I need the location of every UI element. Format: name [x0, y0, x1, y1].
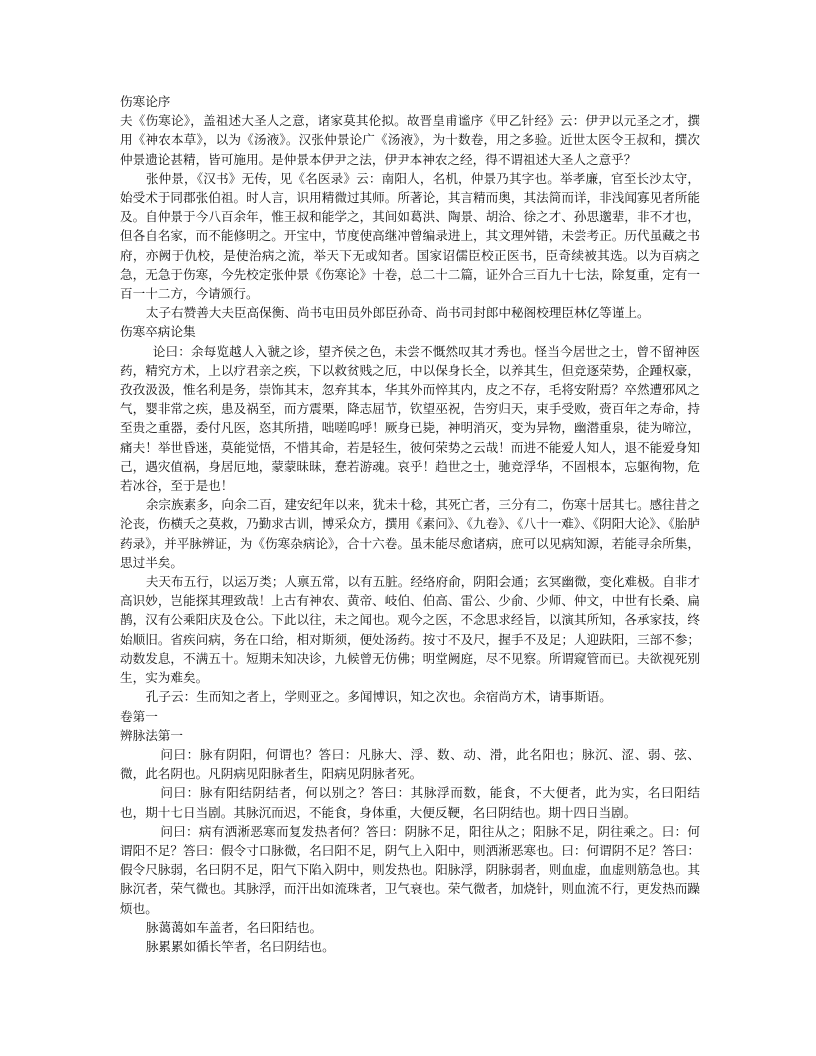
chapter-paragraph-4: 脉蔼蔼如车盖者，名曰阳结也。 [145, 919, 323, 935]
volume-title: 卷第一 [120, 708, 158, 724]
collection-title: 伤寒卒病论集 [120, 324, 196, 340]
collection-paragraph-2: 余宗族素多，向余二百，建安纪年以来，犹未十稔，其死亡者，三分有二，伤寒十居其七。感往昔之沦丧，伤横夭之莫救，乃勤求古训，博采众方，撰用《素问》、《九卷》、《八十一难》、《阴阳大论》、《胎胪药录》，并平脉辨证，为《伤寒杂病论》，合十六卷。虽未能尽愈诸病，庶可以见病知源，若能寻余所集，思过半矣。 [120, 497, 700, 570]
chapter-paragraph-3: 问曰：病有洒淅恶寒而复发热者何？答曰：阴脉不足，阳往从之；阳脉不足，阴往乘之。曰：何谓阳不足？答曰：假令寸口脉微，名曰阳不足，阴气上入阳中，则洒淅恶寒也。曰：何谓阴不足？答曰：假令尺脉弱，名曰阴不足，阳气下陷入阴中，则发热也。阳脉浮，阴脉弱者，则血虚，血虚则筋急也。其脉沉者，荣气微也。其脉浮，而汗出如流珠者，卫气衰也。荣气微者，加烧针，则血流不行，更发热而躁烦也。 [120, 823, 700, 916]
collection-paragraph-1: 论曰：余每览越人入虢之诊，望齐侯之色，未尝不慨然叹其才秀也。怪当今居世之士，曾不留神医药，精究方术，上以疗君亲之疾，下以救贫贱之厄，中以保身长全，以养其生，但竞逐荣势，企踵权豪，孜孜汲汲，惟名利是务，崇饰其末，忽弃其本，华其外而悴其内，皮之不存，毛将安附焉？卒然遭邪风之气，婴非常之疾，患及祸至，而方震栗，降志屈节，钦望巫祝，告穷归天，束手受败，赍百年之寿命，持至贵之重器，委付凡医，恣其所措，咄嗟呜呼！厥身已毙，神明消灭，变为异物，幽潜重泉，徒为啼泣，痛夫！举世昏迷，莫能觉悟，不惜其命，若是轻生，彼何荣势之云哉！而进不能爱人知人，退不能爱身知己，遇灾值祸，身居厄地，蒙蒙昧昧，惷若游魂。哀乎！趋世之士，驰竞浮华，不固根本，忘躯徇物，危若冰谷，至于是也！ [120, 343, 700, 494]
chapter-paragraph-1: 问曰：脉有阴阳，何谓也？答曰：凡脉大、浮、数、动、滑，此名阳也；脉沉、涩、弱、弦、微，此名阴也。凡阴病见阳脉者生，阳病见阴脉者死。 [120, 746, 700, 782]
collection-paragraph-4: 孔子云：生而知之者上，学则亚之。多闻博识，知之次也。余宿尚方术，请事斯语。 [145, 689, 612, 705]
preface-paragraph-1: 夫《伤寒论》，盖祖述大圣人之意，诸家莫其伦拟。故晋皇甫谧序《甲乙针经》云：伊尹以元圣之才，撰用《神农本草》，以为《汤液》。汉张仲景论广《汤液》，为十数卷，用之多验。近世太医令王叔和，撰次仲景遗论甚精，皆可施用。是仲景本伊尹之法，伊尹本神农之经，得不谓祖述大圣人之意乎？ [120, 113, 700, 167]
chapter-paragraph-2: 问曰：脉有阳结阴结者，何以别之？答曰：其脉浮而数，能食，不大便者，此为实，名曰阳结也，期十七日当剧。其脉沉而迟，不能食，身体重，大便反鞕，名曰阴结也。期十四日当剧。 [120, 785, 700, 820]
document-page [120, 92, 700, 956]
collection-paragraph-3: 夫天布五行，以运万类；人禀五常，以有五脏。经络府俞，阴阳会通；玄冥幽微，变化难极。自非才高识妙，岂能探其理致哉！上古有神农、黄帝、岐伯、伯高、雷公、少俞、少师、仲文，中世有长桑、扁鹊，汉有公乘阳庆及仓公。下此以往，未之闻也。观今之医，不念思求经旨，以演其所知，各承家技，终始顺旧。省疾问病，务在口给，相对斯须，便处汤药。按寸不及尺，握手不及足；人迎趺阳，三部不参；动数发息，不满五十。短期未知决诊，九候曾无仿佛；明堂阙庭，尽不见察。所谓窥管而已。夫欲视死别生，实为难矣。 [120, 574, 700, 686]
preface-paragraph-3: 太子右赞善大夫臣高保衡、尚书屯田员外郎臣孙奇、尚书司封郎中秘阁校理臣林亿等谨上。 [145, 305, 650, 321]
chapter-paragraph-5: 脉累累如循长竿者，名曰阴结也。 [145, 938, 335, 954]
preface-title: 伤寒论序 [120, 94, 171, 109]
preface-paragraph-2: 张仲景，《汉书》无传，见《名医录》云：南阳人，名机，仲景乃其字也。举孝廉，官至长沙太守，始受术于同郡张伯祖。时人言，识用精微过其师。所著论，其言精而奥，其法简而详，非浅闻寡见者所能及。自仲景于今八百余年，惟王叔和能学之，其间如葛洪、陶景、胡洽、徐之才、孙思邈辈，非不才也，但各自名家，而不能修明之。开宝中，节度使高继冲曾编录进上，其文理舛错，未尝考正。历代虽藏之书府，亦阙于仇校，是使治病之流，举天下无或知者。国家诏儒臣校正医书，臣奇续被其选。以为百病之急，无急于伤寒，今先校定张仲景《伤寒论》十卷，总二十二篇，证外合三百九十七法，除复重，定有一百一十二方，今请颁行。 [120, 170, 700, 302]
chapter-title: 辨脉法第一 [120, 727, 183, 743]
